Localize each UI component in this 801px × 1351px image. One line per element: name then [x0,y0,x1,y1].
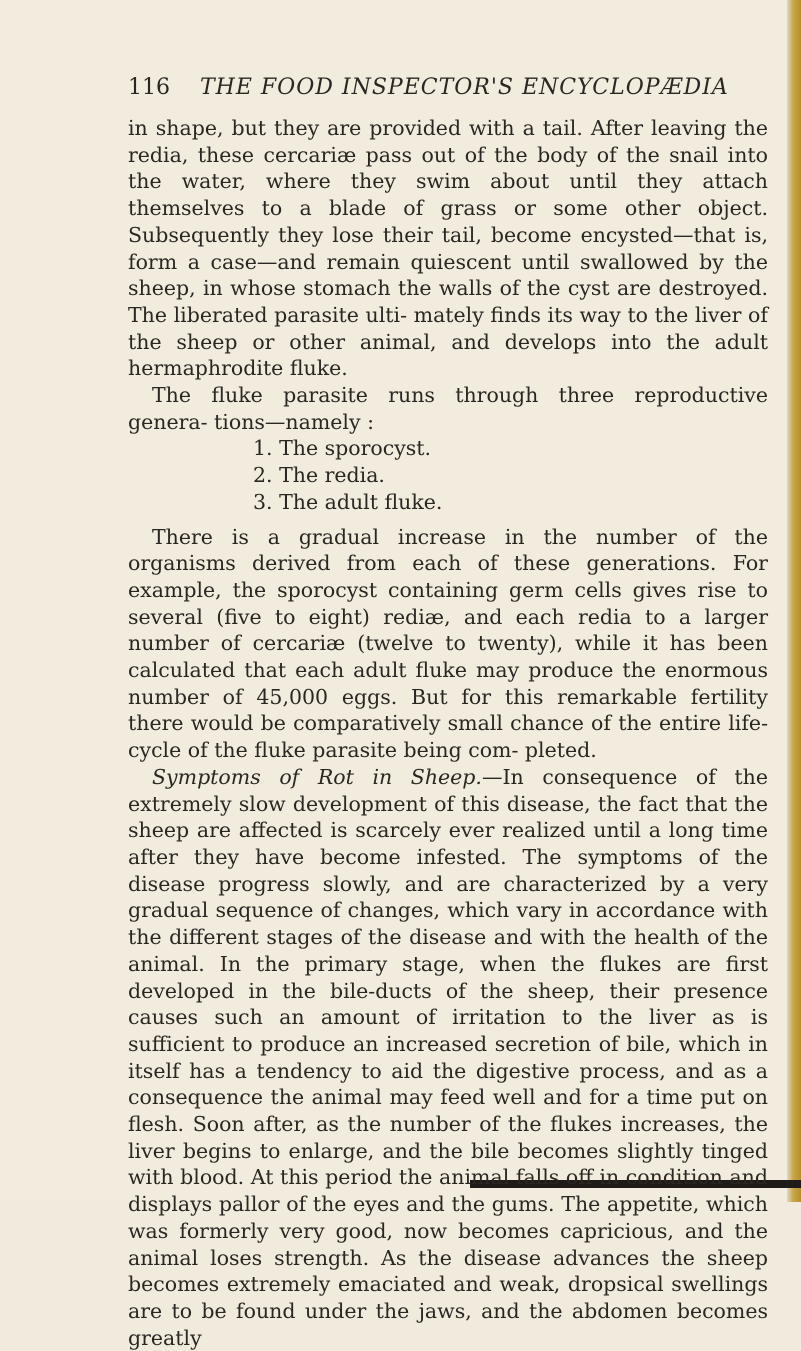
symptoms-heading: Symptoms of Rot in Sheep. [152,764,482,789]
paragraph-generations-intro: The fluke parasite runs through three reproductive genera- tions—namely : [128,383,768,434]
running-title: THE FOOD INSPECTOR'S ENCYCLOPÆDIA [200,75,729,100]
page-number: 116 [128,75,170,100]
running-header [128,74,768,102]
paragraph-organism-increase: There is a gradual increase in the number of the organisms derived from each of these generations. For example, the sporocyst containing germ cells gives rise to several (five to eight) rediæ, and each redia to a larger number of cercariæ (twelve to twenty), while it has been calculated that each adult fluke may produce the enormous number of 45,000 eggs. But for this remarkable fertility there would be comparatively small chance of the entire life-cycle of the fluke parasite being com- pleted. [128,524,768,763]
list-item: 1. The sporocyst. [253,436,432,461]
generation-list [128,435,768,515]
spacer [128,516,768,524]
body-text [128,115,768,1351]
page-edge [787,0,801,1202]
paragraph-symptoms [128,764,768,1351]
list-item: 3. The adult fluke. [253,489,443,514]
list-item: 2. The redia. [253,463,385,488]
symptoms-text: —In consequence of the extremely slow development of this disease, the fact that the sheep are affected is scarcely ever realized until a long time after they have become infested. The symptoms of the disease progress slowly, and are characterized by a very gradual sequence of changes, which vary in accordance with the different stages of the disease and with the health of the animal. In the primary stage, when the flukes are first developed in the bile-ducts of the sheep, their presence causes such an amount of irritation to the liver as is sufficient to produce an increased secretion of bile, which in itself has a tendency to aid the digestive process, and as a consequence the animal may feed well and for a time put on flesh. Soon after, as the number of the flukes increases, the liver begins to enlarge, and the bile becomes slightly tinged with blood. At this period the animal falls off in condition and displays pallor of the eyes and the gums. The appetite, which was formerly very good, now becomes capricious, and the animal loses strength. As the disease advances the sheep becomes extremely emaciated and weak, dropsical swellings are to be found under the jaws, and the abdomen becomes greatly [128,764,768,1350]
paragraph-cercariae: in shape, but they are provided with a tail. After leaving the redia, these cercariæ pass out of the body of the snail into the water, where they swim about until they attach themselves to a blade of grass or some other object. Subsequently they lose their tail, become encysted—that is, form a case—and remain quiescent until swallowed by the sheep, in whose stomach the walls of the cyst are destroyed. The liberated parasite ulti- mately finds its way to the liver of the sheep or other animal, and develops into the adult hermaphrodite fluke. [128,116,768,381]
